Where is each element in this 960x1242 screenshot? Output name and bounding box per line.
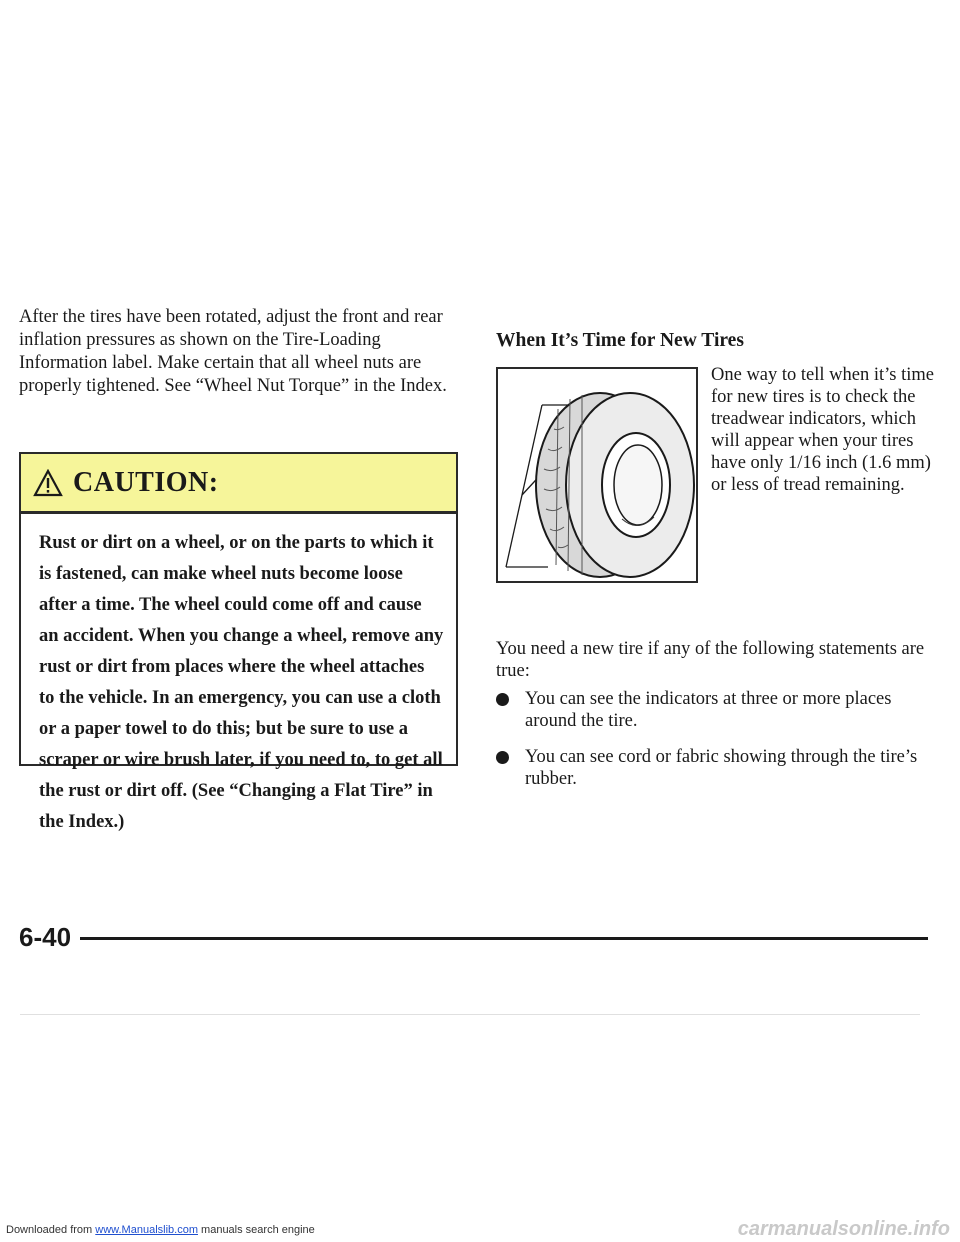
tire-illustration (496, 367, 698, 583)
divider (80, 937, 928, 940)
rotation-paragraph: After the tires have been rotated, adjust the front and rear inflation pressures as shown on the Tire-Loading Information label. Make certain that all wheel nuts are properly tightened. See “Wheel Nut Torque” in the Index. (19, 307, 447, 396)
warning-triangle-icon (33, 469, 63, 497)
bullet-icon (496, 751, 509, 764)
list-item-text: You can see cord or fabric showing through the tire’s rubber. (525, 747, 918, 789)
caution-title: CAUTION: (73, 466, 219, 498)
footer-prefix: Downloaded from (6, 1224, 93, 1236)
list-item (496, 746, 936, 790)
caution-text: Rust or dirt on a wheel, or on the parts to which it is fastened, can make wheel nuts become loose after a time. The wheel could come off and cause an accident. When you change a wheel, remove any rust or dirt from places where the wheel attaches to the vehicle. In an emergency, you can use a cloth or a paper towel to do this; but be sure to use a scraper or wire brush later, if you need to, to get all the rust or dirt off. (See “Changing a Flat Tire” in the Index.) (39, 533, 444, 832)
footer-suffix: manuals search engine (197, 1224, 315, 1236)
new-tire-intro: You need a new tire if any of the following statements are true: (496, 639, 925, 681)
tire-drawing (498, 369, 696, 581)
bullet-list (496, 688, 936, 804)
caution-box (19, 452, 458, 832)
treadwear-text: One way to tell when it’s time for new tires is to check the treadwear indicators, which will appear when your tires have only 1/16 inch (1.6 mm) or less of tread remaining. (711, 365, 934, 495)
list-item (496, 688, 936, 732)
faint-divider (20, 1014, 920, 1015)
list-item-text: You can see the indicators at three or more places around the tire. (525, 689, 892, 731)
page-number: 6-40 (19, 922, 72, 952)
left-column (19, 306, 459, 398)
download-footer (6, 1224, 315, 1236)
section-title: When It’s Time for New Tires (496, 330, 744, 351)
caution-header (21, 454, 456, 514)
manualslib-link[interactable]: www.Manualslib.com (95, 1224, 198, 1236)
bullet-icon (496, 693, 509, 706)
watermark: carmanualsonline.info (737, 1218, 950, 1240)
